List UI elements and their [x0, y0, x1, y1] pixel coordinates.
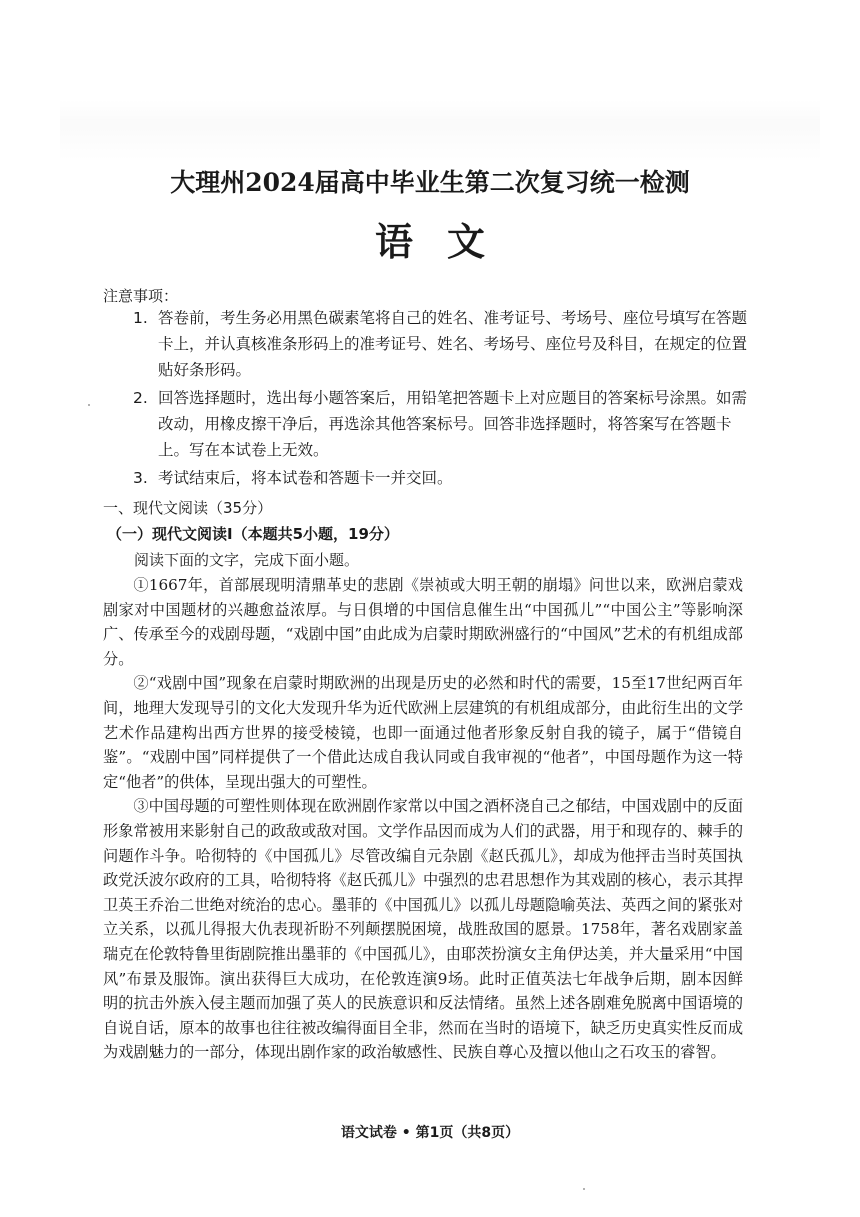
- exam-title: 大理州2024届高中毕业生第二次复习统一检测: [170, 168, 690, 197]
- notice-heading: 注意事项：: [103, 287, 179, 305]
- notice-item: [133, 305, 748, 383]
- notice-item-number: 3.: [133, 469, 148, 487]
- notice-item-text: 考试结束后，将本试卷和答题卡一并交回。: [158, 469, 453, 487]
- notice-item-text: 回答选择题时，选出每小题答案后，用铅笔把答题卡上对应题目的答案标号涂黑。如需改动，用橡皮擦干净后，再选涂其他答案标号。回答非选择题时，将答案写在答题卡上。写在本试卷上无效。: [158, 389, 748, 459]
- section-subheading: （一）现代文阅读Ⅰ（本题共5小题，19分）: [107, 525, 399, 543]
- notice-item-number: 2.: [133, 389, 148, 407]
- notice-list: [133, 305, 748, 493]
- scan-speck: [88, 404, 90, 406]
- notice-item: [133, 465, 748, 491]
- scan-shade: [60, 100, 820, 160]
- passage-paragraph-3: ③中国母题的可塑性则体现在欧洲剧作家常以中国之酒杯浇自己之郁结，中国戏剧中的反面形象常被用来影射自己的政敌或敌对国。文学作品因而成为人们的武器，用于和现存的、棘手的问题作斗争。哈彻特的《中国孤儿》尽管改编自元杂剧《赵氏孤儿》，却成为他抨击当时英国执政党沃波尔政府的工具，哈彻特将《赵氏孤儿》中强烈的忠君思想作为其戏剧的核心，表示其捍卫英王乔治二世绝对统治的忠心。墨菲的《中国孤儿》以孤儿母题隐喻英法、英西之间的紧张对立关系，以孤儿得报大仇表现祈盼不列颠摆脱困境，战胜敌国的愿景。1758年，著名戏剧家盖瑞克在伦敦特鲁里街剧院推出墨菲的《中国孤儿》，由耶茨扮演女主角伊达美，并大量采用“中国风”布景及服饰。演出获得巨大成功，在伦敦连演9场。此时正值英法七年战争后期，剧本因鲜明的抗击外族入侵主题而加强了英人的民族意识和反法情绪。虽然上述各剧难免脱离中国语境的自说自话，原本的故事也往往被改编得面目全非，然而在当时的语境下，缺乏历史真实性反而成为戏剧魅力的一部分，体现出剧作家的政治敏感性、民族自尊心及擅以他山之石攻玉的睿智。: [103, 797, 743, 1062]
- notice-item: [133, 385, 748, 463]
- passage-paragraph-1: ①1667年，首部展现明清鼎革史的悲剧《崇祯或大明王朝的崩塌》问世以来，欧洲启蒙戏剧家对中国题材的兴趣愈益浓厚。与日俱增的中国信息催生出“中国孤儿”“中国公主”等影响深广、传承至今的戏剧母题，“戏剧中国”由此成为启蒙时期欧洲盛行的“中国风”艺术的有机组成部分。: [103, 576, 743, 668]
- section-heading: 一、现代文阅读（35分）: [103, 499, 273, 517]
- subject-title: 语文: [374, 219, 519, 264]
- reading-instruction: 阅读下面的文字，完成下面小题。: [134, 551, 360, 569]
- reading-passage: [103, 573, 743, 1065]
- passage-paragraph-2: ②“戏剧中国”现象在启蒙时期欧洲的出现是历史的必然和时代的需要，15至17世纪两百年间，地理大发现导引的文化大发现升华为近代欧洲上层建筑的有机组成部分，由此衍生出的文学艺术作品建构出西方世界的接受棱镜，也即一面通过他者形象反射自我的镜子，属于“借镜自鉴”。“戏剧中国”同样提供了一个借此达成自我认同或自我审视的“他者”，中国母题作为这一特定“他者”的供体，呈现出强大的可塑性。: [103, 674, 743, 791]
- page-footer: 语文试卷 • 第1页（共8页）: [340, 1125, 520, 1141]
- notice-item-number: 1.: [133, 309, 148, 327]
- scan-speck: [583, 1188, 585, 1190]
- notice-item-text: 答卷前，考生务必用黑色碳素笔将自己的姓名、准考证号、考场号、座位号填写在答题卡上，并认真核准条形码上的准考证号、姓名、考场号、座位号及科目，在规定的位置贴好条形码。: [158, 309, 748, 379]
